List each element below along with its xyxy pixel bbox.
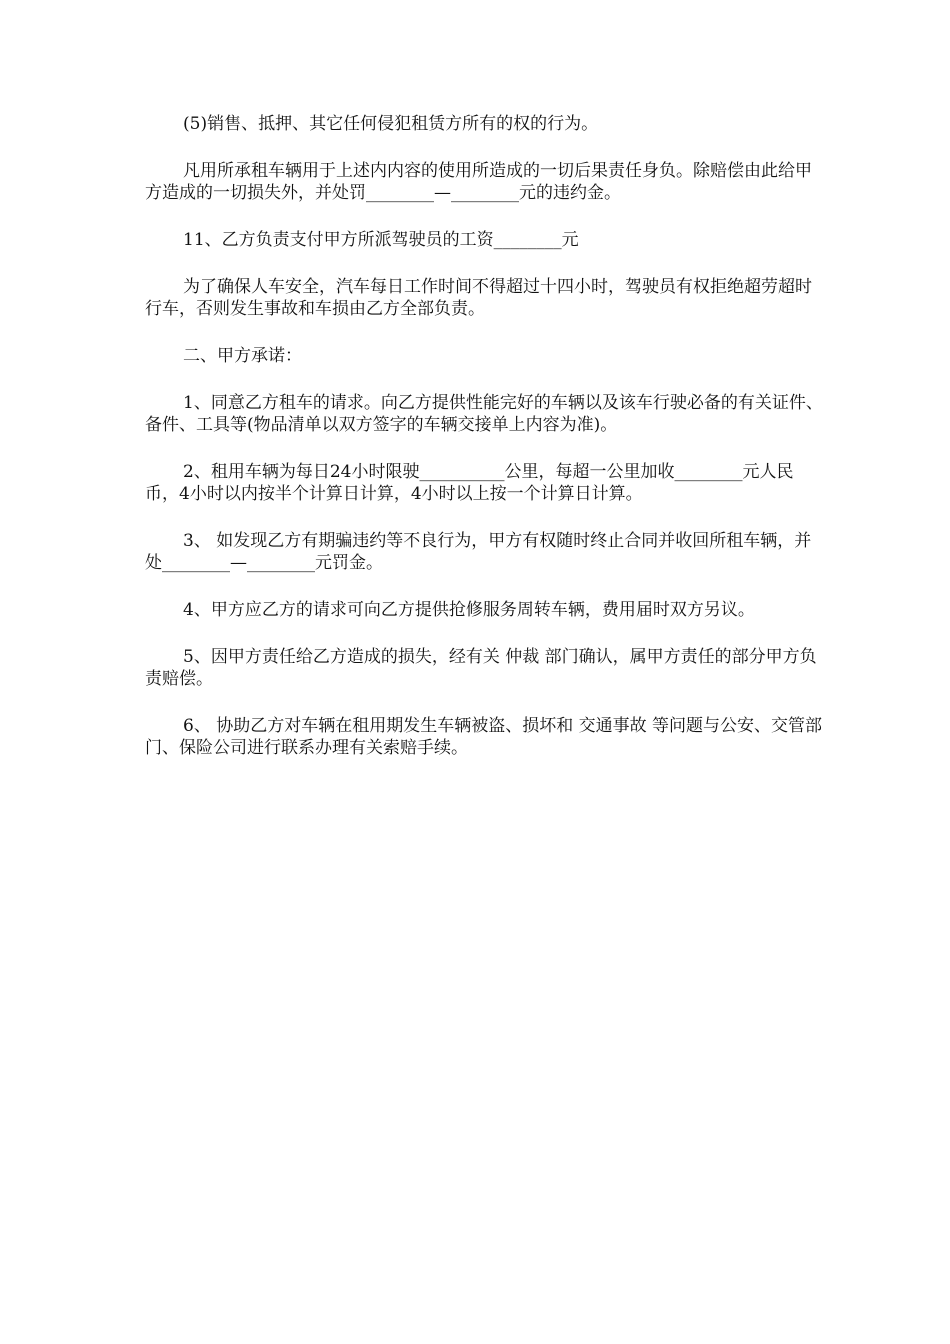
paragraph-replacement-vehicle: 4、甲方应乙方的请求可向乙方提供抢修服务周转车辆，费用届时双方另议。 <box>183 600 755 620</box>
paragraph-working-hours: 为了确保人车安全，汽车每日工作时间不得超过十四小时，驾驶员有权拒绝超劳超时行车，否则发生事故和车损由乙方全部负责。 <box>145 277 812 319</box>
section-heading-party-a-promises: 二、甲方承诺： <box>183 346 302 366</box>
paragraph-sale-mortgage: (5)销售、抵押、其它任何侵犯租赁方所有的权的行为。 <box>183 114 599 134</box>
paragraph-claims-assistance: 6、 协助乙方对车辆在租用期发生车辆被盗、损坏和 交通事故 等问题与公安、交管部门、保险公司进行联系办理有关索赔手续。 <box>145 716 823 758</box>
paragraph-mileage-limit: 2、租用车辆为每日24小时限驶__________公里，每超一公里加收________元人民币，4小时以内按半个计算日计算，4小时以上按一个计算日计算。 <box>145 462 794 504</box>
paragraph-terminate-contract: 3、 如发现乙方有期骗违约等不良行为，甲方有权随时终止合同并收回所租车辆，并处________—________元罚金。 <box>145 531 812 573</box>
document-body <box>145 113 825 784</box>
paragraph-driver-wage: 11、乙方负责支付甲方所派驾驶员的工资________元 <box>183 230 579 250</box>
paragraph-liability-penalty: 凡用所承租车辆用于上述内内容的使用所造成的一切后果责任身负。除赔偿由此给甲方造成的一切损失外，并处罚________—________元的违约金。 <box>145 161 812 203</box>
paragraph-provide-vehicle: 1、同意乙方租车的请求。向乙方提供性能完好的车辆以及该车行驶必备的有关证件、备件、工具等(物品清单以双方签字的车辆交接单上内容为准)。 <box>145 393 823 435</box>
paragraph-compensation: 5、因甲方责任给乙方造成的损失，经有关 仲裁 部门确认，属甲方责任的部分甲方负责赔偿。 <box>145 647 817 689</box>
